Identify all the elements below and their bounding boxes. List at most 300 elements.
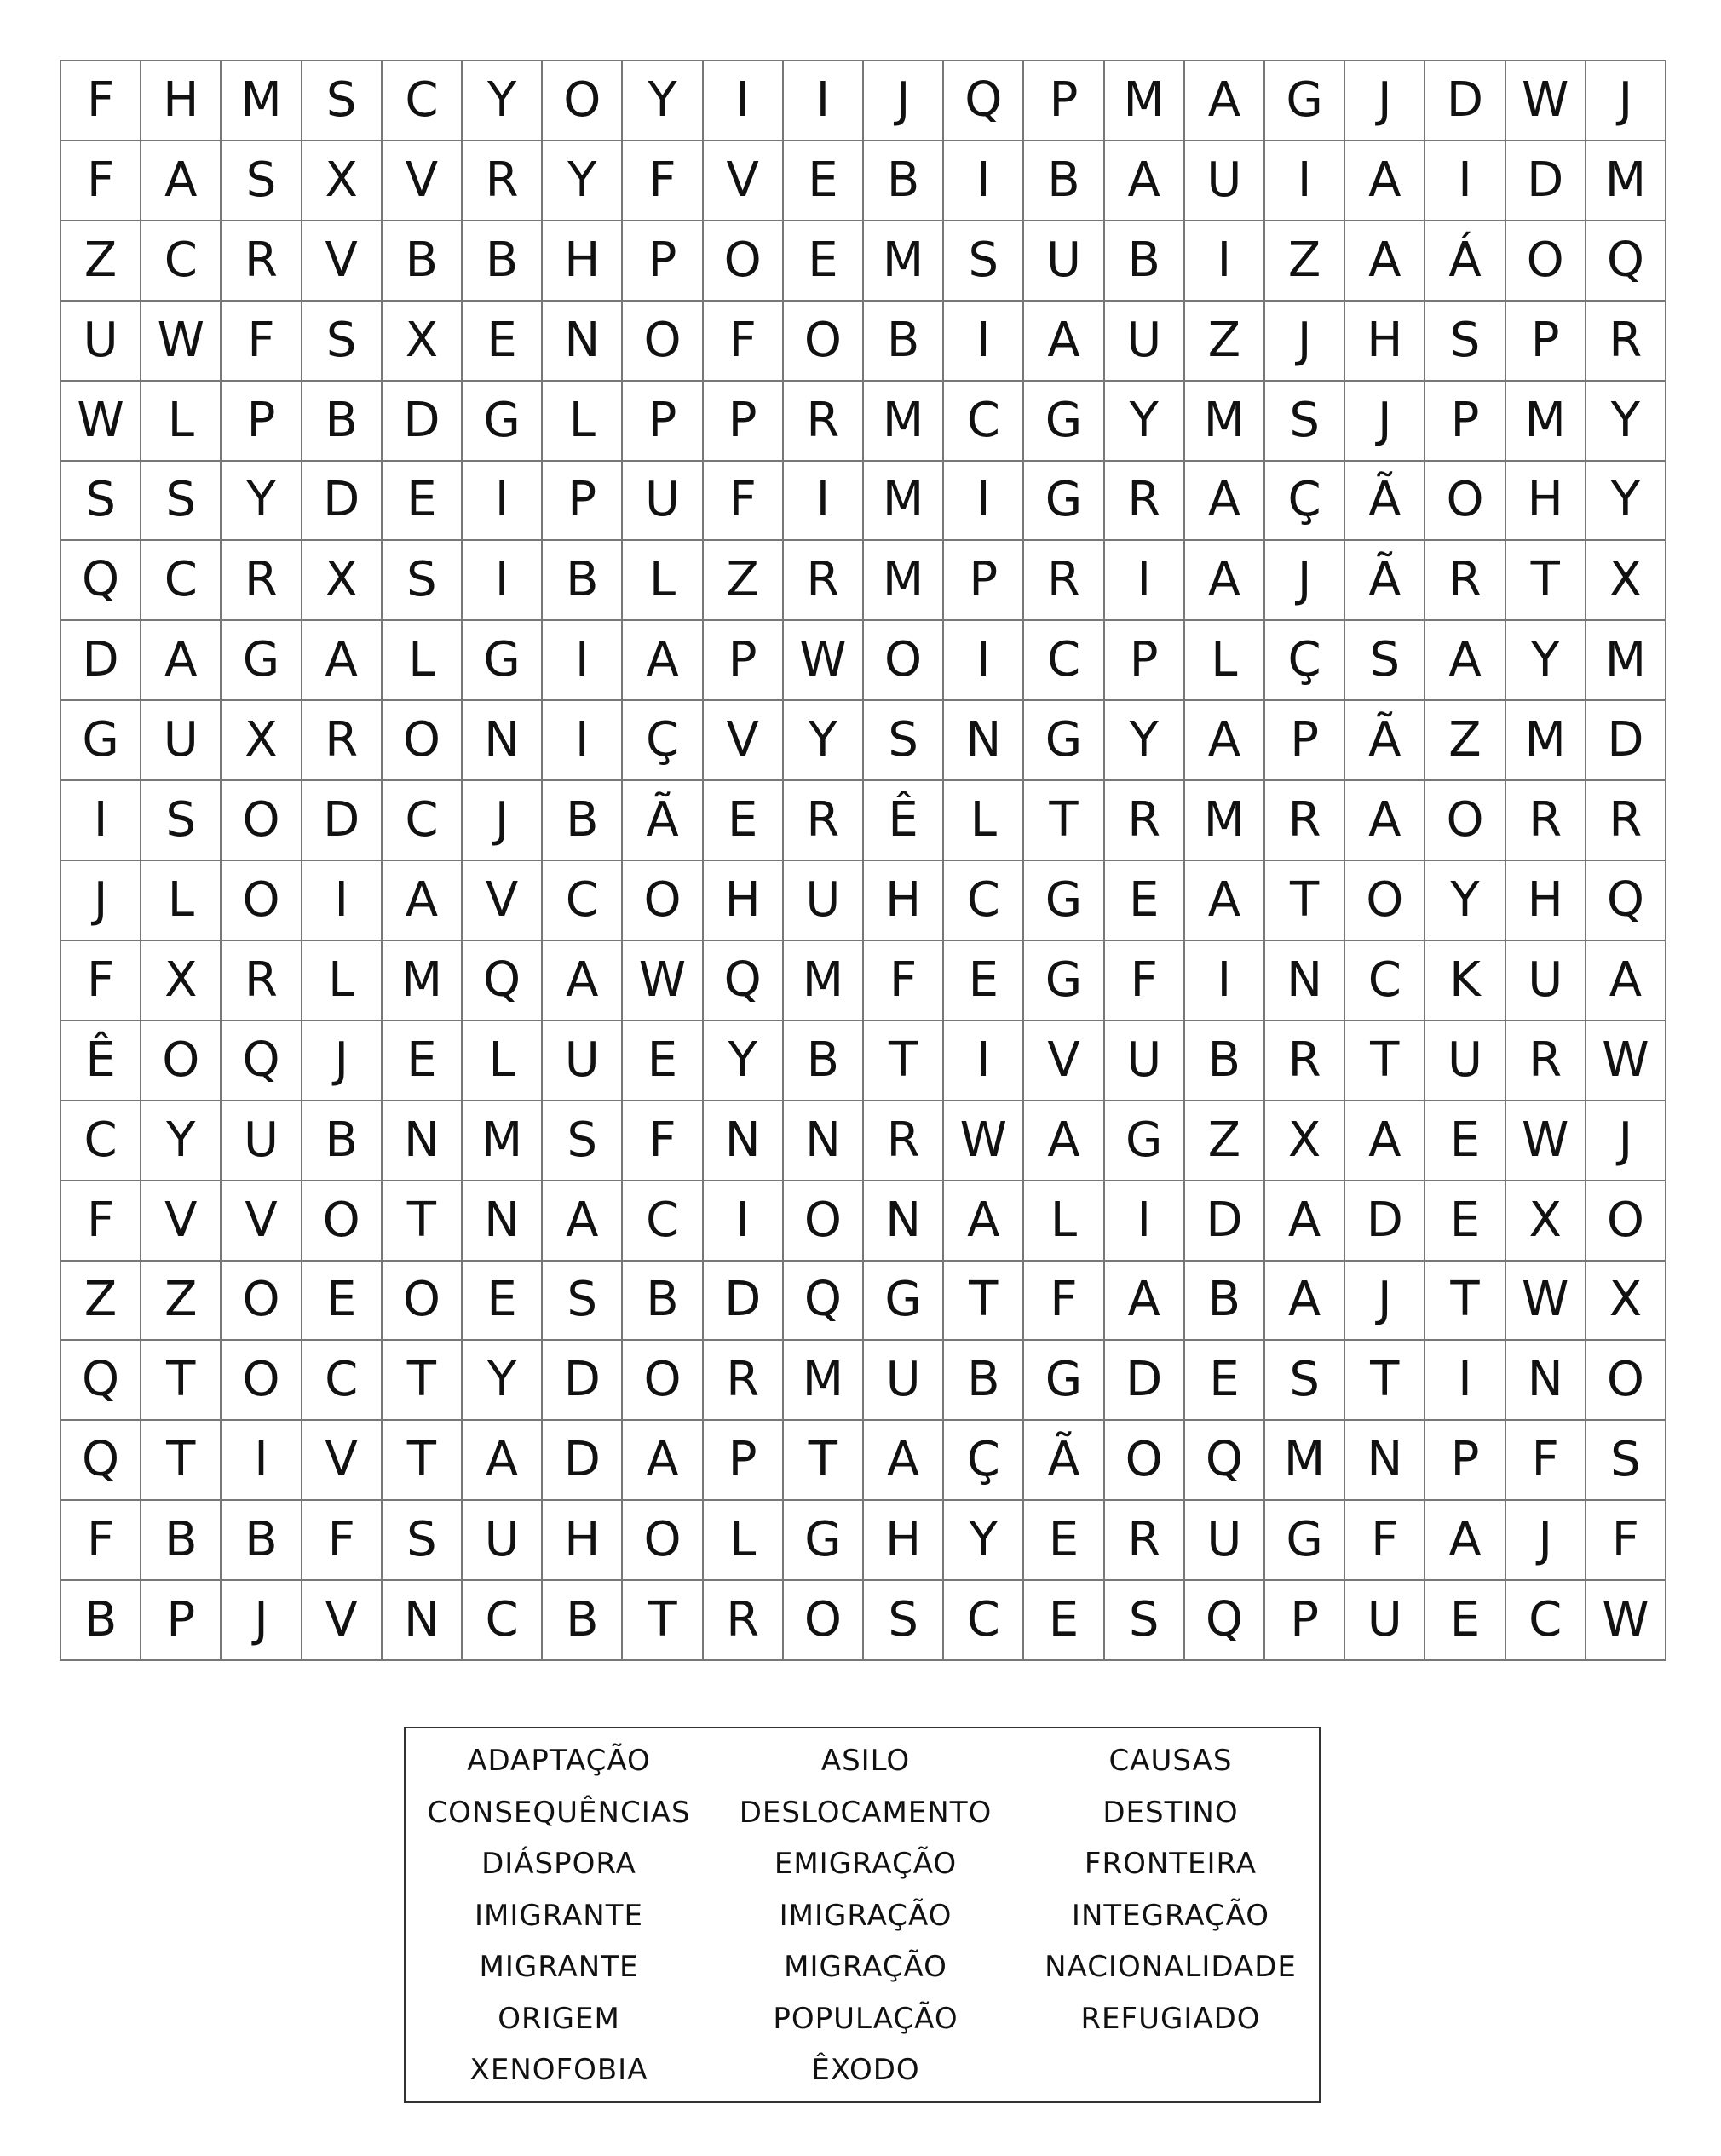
- grid-cell[interactable]: H: [543, 1501, 623, 1581]
- grid-cell[interactable]: J: [463, 781, 543, 861]
- grid-cell[interactable]: Y: [1586, 462, 1666, 542]
- grid-cell[interactable]: L: [623, 541, 703, 621]
- grid-cell[interactable]: J: [1506, 1501, 1586, 1581]
- grid-cell[interactable]: U: [61, 302, 141, 382]
- grid-cell[interactable]: X: [1586, 541, 1666, 621]
- grid-cell[interactable]: C: [623, 1181, 703, 1262]
- grid-cell[interactable]: Q: [704, 941, 784, 1021]
- grid-cell[interactable]: G: [784, 1501, 864, 1581]
- grid-cell[interactable]: R: [704, 1581, 784, 1661]
- grid-cell[interactable]: S: [1586, 1421, 1666, 1501]
- grid-cell[interactable]: A: [1425, 1501, 1505, 1581]
- grid-cell[interactable]: A: [1185, 61, 1265, 141]
- grid-cell[interactable]: X: [222, 701, 302, 781]
- grid-cell[interactable]: A: [1265, 1262, 1345, 1342]
- grid-cell[interactable]: J: [864, 61, 944, 141]
- grid-cell[interactable]: I: [1425, 1341, 1505, 1421]
- grid-cell[interactable]: B: [463, 221, 543, 302]
- grid-cell[interactable]: A: [141, 621, 222, 701]
- grid-cell[interactable]: S: [1265, 382, 1345, 462]
- grid-cell[interactable]: S: [61, 462, 141, 542]
- grid-cell[interactable]: R: [302, 701, 383, 781]
- grid-cell[interactable]: T: [1345, 1341, 1425, 1421]
- grid-cell[interactable]: W: [623, 941, 703, 1021]
- grid-cell[interactable]: A: [623, 1421, 703, 1501]
- grid-cell[interactable]: L: [1024, 1181, 1104, 1262]
- grid-cell[interactable]: V: [141, 1181, 222, 1262]
- grid-cell[interactable]: A: [864, 1421, 944, 1501]
- grid-cell[interactable]: W: [141, 302, 222, 382]
- grid-cell[interactable]: C: [383, 781, 463, 861]
- grid-cell[interactable]: Y: [1586, 382, 1666, 462]
- grid-cell[interactable]: V: [463, 861, 543, 941]
- grid-cell[interactable]: H: [1345, 302, 1425, 382]
- grid-cell[interactable]: O: [784, 1581, 864, 1661]
- grid-cell[interactable]: R: [704, 1341, 784, 1421]
- grid-cell[interactable]: O: [1345, 861, 1425, 941]
- grid-cell[interactable]: P: [944, 541, 1024, 621]
- grid-cell[interactable]: B: [1105, 221, 1185, 302]
- grid-cell[interactable]: W: [1586, 1581, 1666, 1661]
- grid-cell[interactable]: A: [383, 861, 463, 941]
- grid-cell[interactable]: Q: [463, 941, 543, 1021]
- grid-cell[interactable]: O: [704, 221, 784, 302]
- grid-cell[interactable]: M: [1586, 141, 1666, 221]
- grid-cell[interactable]: Y: [704, 1021, 784, 1101]
- grid-cell[interactable]: T: [383, 1181, 463, 1262]
- grid-cell[interactable]: D: [302, 462, 383, 542]
- grid-cell[interactable]: U: [1185, 1501, 1265, 1581]
- grid-cell[interactable]: R: [222, 941, 302, 1021]
- grid-cell[interactable]: F: [1586, 1501, 1666, 1581]
- grid-cell[interactable]: P: [704, 621, 784, 701]
- grid-cell[interactable]: U: [1506, 941, 1586, 1021]
- grid-cell[interactable]: O: [623, 1501, 703, 1581]
- grid-cell[interactable]: J: [1345, 382, 1425, 462]
- grid-cell[interactable]: J: [302, 1021, 383, 1101]
- grid-cell[interactable]: I: [463, 541, 543, 621]
- grid-cell[interactable]: Ã: [623, 781, 703, 861]
- grid-cell[interactable]: P: [1265, 1581, 1345, 1661]
- grid-cell[interactable]: D: [302, 781, 383, 861]
- grid-cell[interactable]: O: [222, 781, 302, 861]
- grid-cell[interactable]: V: [222, 1181, 302, 1262]
- grid-cell[interactable]: R: [784, 541, 864, 621]
- grid-cell[interactable]: I: [704, 61, 784, 141]
- grid-cell[interactable]: Z: [1185, 1101, 1265, 1181]
- grid-cell[interactable]: C: [944, 861, 1024, 941]
- grid-cell[interactable]: N: [383, 1101, 463, 1181]
- grid-cell[interactable]: F: [1024, 1262, 1104, 1342]
- grid-cell[interactable]: Y: [623, 61, 703, 141]
- grid-cell[interactable]: B: [1185, 1262, 1265, 1342]
- grid-cell[interactable]: G: [1024, 941, 1104, 1021]
- grid-cell[interactable]: G: [61, 701, 141, 781]
- grid-cell[interactable]: R: [1105, 781, 1185, 861]
- grid-cell[interactable]: U: [784, 861, 864, 941]
- grid-cell[interactable]: R: [1024, 541, 1104, 621]
- grid-cell[interactable]: B: [784, 1021, 864, 1101]
- grid-cell[interactable]: P: [222, 382, 302, 462]
- grid-cell[interactable]: J: [222, 1581, 302, 1661]
- grid-cell[interactable]: G: [1024, 861, 1104, 941]
- grid-cell[interactable]: Y: [784, 701, 864, 781]
- grid-cell[interactable]: I: [463, 462, 543, 542]
- grid-cell[interactable]: P: [141, 1581, 222, 1661]
- grid-cell[interactable]: Q: [61, 1421, 141, 1501]
- grid-cell[interactable]: F: [1506, 1421, 1586, 1501]
- grid-cell[interactable]: S: [944, 221, 1024, 302]
- grid-cell[interactable]: A: [1345, 781, 1425, 861]
- grid-cell[interactable]: J: [1586, 61, 1666, 141]
- grid-cell[interactable]: S: [1265, 1341, 1345, 1421]
- grid-cell[interactable]: H: [543, 221, 623, 302]
- grid-cell[interactable]: M: [784, 1341, 864, 1421]
- grid-cell[interactable]: X: [1506, 1181, 1586, 1262]
- grid-cell[interactable]: O: [784, 1181, 864, 1262]
- grid-cell[interactable]: U: [141, 701, 222, 781]
- grid-cell[interactable]: G: [1265, 61, 1345, 141]
- grid-cell[interactable]: W: [1506, 1101, 1586, 1181]
- grid-cell[interactable]: A: [1185, 861, 1265, 941]
- grid-cell[interactable]: E: [704, 781, 784, 861]
- grid-cell[interactable]: J: [1265, 541, 1345, 621]
- grid-cell[interactable]: P: [1425, 382, 1505, 462]
- grid-cell[interactable]: S: [864, 1581, 944, 1661]
- grid-cell[interactable]: M: [222, 61, 302, 141]
- grid-cell[interactable]: F: [1345, 1501, 1425, 1581]
- grid-cell[interactable]: M: [1185, 382, 1265, 462]
- grid-cell[interactable]: P: [1105, 621, 1185, 701]
- grid-cell[interactable]: G: [222, 621, 302, 701]
- grid-cell[interactable]: J: [1345, 1262, 1425, 1342]
- grid-cell[interactable]: T: [1265, 861, 1345, 941]
- grid-cell[interactable]: A: [1185, 541, 1265, 621]
- grid-cell[interactable]: D: [1185, 1181, 1265, 1262]
- grid-cell[interactable]: N: [1506, 1341, 1586, 1421]
- grid-cell[interactable]: V: [302, 1581, 383, 1661]
- grid-cell[interactable]: X: [1586, 1262, 1666, 1342]
- grid-cell[interactable]: R: [864, 1101, 944, 1181]
- grid-cell[interactable]: M: [1105, 61, 1185, 141]
- grid-cell[interactable]: C: [463, 1581, 543, 1661]
- grid-cell[interactable]: F: [61, 1181, 141, 1262]
- grid-cell[interactable]: G: [1024, 382, 1104, 462]
- grid-cell[interactable]: E: [383, 1021, 463, 1101]
- grid-cell[interactable]: I: [1105, 541, 1185, 621]
- grid-cell[interactable]: H: [864, 861, 944, 941]
- grid-cell[interactable]: I: [1185, 221, 1265, 302]
- grid-cell[interactable]: T: [383, 1341, 463, 1421]
- grid-cell[interactable]: L: [141, 861, 222, 941]
- grid-cell[interactable]: Ç: [1265, 462, 1345, 542]
- grid-cell[interactable]: U: [1105, 1021, 1185, 1101]
- grid-cell[interactable]: U: [623, 462, 703, 542]
- grid-cell[interactable]: V: [704, 141, 784, 221]
- grid-cell[interactable]: Ê: [61, 1021, 141, 1101]
- grid-cell[interactable]: A: [141, 141, 222, 221]
- grid-cell[interactable]: X: [302, 141, 383, 221]
- grid-cell[interactable]: G: [463, 621, 543, 701]
- grid-cell[interactable]: I: [944, 1021, 1024, 1101]
- grid-cell[interactable]: B: [1024, 141, 1104, 221]
- grid-cell[interactable]: S: [1425, 302, 1505, 382]
- grid-cell[interactable]: A: [944, 1181, 1024, 1262]
- grid-cell[interactable]: C: [141, 541, 222, 621]
- grid-cell[interactable]: L: [463, 1021, 543, 1101]
- grid-cell[interactable]: R: [222, 221, 302, 302]
- grid-cell[interactable]: U: [543, 1021, 623, 1101]
- grid-cell[interactable]: R: [784, 382, 864, 462]
- grid-cell[interactable]: S: [222, 141, 302, 221]
- grid-cell[interactable]: B: [141, 1501, 222, 1581]
- grid-cell[interactable]: R: [1265, 781, 1345, 861]
- grid-cell[interactable]: G: [864, 1262, 944, 1342]
- grid-cell[interactable]: F: [704, 302, 784, 382]
- grid-cell[interactable]: E: [463, 302, 543, 382]
- grid-cell[interactable]: Y: [944, 1501, 1024, 1581]
- grid-cell[interactable]: J: [1586, 1101, 1666, 1181]
- grid-cell[interactable]: O: [623, 302, 703, 382]
- grid-cell[interactable]: E: [784, 141, 864, 221]
- grid-cell[interactable]: U: [1345, 1581, 1425, 1661]
- grid-cell[interactable]: R: [1506, 1021, 1586, 1101]
- grid-cell[interactable]: P: [543, 462, 623, 542]
- grid-cell[interactable]: O: [222, 861, 302, 941]
- grid-cell[interactable]: F: [61, 141, 141, 221]
- grid-cell[interactable]: F: [623, 1101, 703, 1181]
- grid-cell[interactable]: B: [543, 541, 623, 621]
- grid-cell[interactable]: F: [623, 141, 703, 221]
- grid-cell[interactable]: Á: [1425, 221, 1505, 302]
- grid-cell[interactable]: M: [383, 941, 463, 1021]
- grid-cell[interactable]: Ç: [1265, 621, 1345, 701]
- grid-cell[interactable]: Ç: [623, 701, 703, 781]
- grid-cell[interactable]: I: [543, 621, 623, 701]
- grid-cell[interactable]: D: [1586, 701, 1666, 781]
- grid-cell[interactable]: V: [302, 1421, 383, 1501]
- grid-cell[interactable]: A: [463, 1421, 543, 1501]
- grid-cell[interactable]: C: [383, 61, 463, 141]
- grid-cell[interactable]: I: [944, 462, 1024, 542]
- grid-cell[interactable]: L: [543, 382, 623, 462]
- grid-cell[interactable]: O: [1105, 1421, 1185, 1501]
- grid-cell[interactable]: M: [1185, 781, 1265, 861]
- grid-cell[interactable]: A: [1345, 141, 1425, 221]
- grid-cell[interactable]: C: [944, 1581, 1024, 1661]
- grid-cell[interactable]: A: [1185, 701, 1265, 781]
- grid-cell[interactable]: C: [61, 1101, 141, 1181]
- grid-cell[interactable]: F: [704, 462, 784, 542]
- grid-cell[interactable]: O: [784, 302, 864, 382]
- grid-cell[interactable]: Q: [784, 1262, 864, 1342]
- grid-cell[interactable]: O: [1586, 1341, 1666, 1421]
- grid-cell[interactable]: I: [704, 1181, 784, 1262]
- grid-cell[interactable]: G: [1024, 1341, 1104, 1421]
- grid-cell[interactable]: Y: [1425, 861, 1505, 941]
- grid-cell[interactable]: Ã: [1345, 701, 1425, 781]
- grid-cell[interactable]: P: [623, 221, 703, 302]
- grid-cell[interactable]: P: [704, 382, 784, 462]
- grid-cell[interactable]: O: [141, 1021, 222, 1101]
- grid-cell[interactable]: O: [222, 1341, 302, 1421]
- grid-cell[interactable]: X: [1265, 1101, 1345, 1181]
- grid-cell[interactable]: O: [864, 621, 944, 701]
- grid-cell[interactable]: H: [864, 1501, 944, 1581]
- grid-cell[interactable]: Z: [61, 1262, 141, 1342]
- grid-cell[interactable]: G: [1265, 1501, 1345, 1581]
- grid-cell[interactable]: C: [1024, 621, 1104, 701]
- grid-cell[interactable]: P: [1265, 701, 1345, 781]
- grid-cell[interactable]: F: [61, 1501, 141, 1581]
- grid-cell[interactable]: N: [463, 1181, 543, 1262]
- grid-cell[interactable]: A: [1586, 941, 1666, 1021]
- grid-cell[interactable]: N: [944, 701, 1024, 781]
- grid-cell[interactable]: H: [1506, 861, 1586, 941]
- grid-cell[interactable]: A: [543, 1181, 623, 1262]
- grid-cell[interactable]: V: [302, 221, 383, 302]
- grid-cell[interactable]: O: [383, 701, 463, 781]
- grid-cell[interactable]: Q: [222, 1021, 302, 1101]
- grid-cell[interactable]: W: [1506, 61, 1586, 141]
- grid-cell[interactable]: P: [1024, 61, 1104, 141]
- grid-cell[interactable]: J: [1345, 61, 1425, 141]
- grid-cell[interactable]: N: [864, 1181, 944, 1262]
- grid-cell[interactable]: M: [864, 221, 944, 302]
- grid-cell[interactable]: O: [222, 1262, 302, 1342]
- grid-cell[interactable]: B: [61, 1581, 141, 1661]
- grid-cell[interactable]: O: [623, 861, 703, 941]
- grid-cell[interactable]: Q: [61, 1341, 141, 1421]
- grid-cell[interactable]: P: [623, 382, 703, 462]
- grid-cell[interactable]: A: [1024, 302, 1104, 382]
- grid-cell[interactable]: H: [141, 61, 222, 141]
- grid-cell[interactable]: U: [1185, 141, 1265, 221]
- grid-cell[interactable]: S: [1345, 621, 1425, 701]
- grid-cell[interactable]: D: [543, 1341, 623, 1421]
- grid-cell[interactable]: Q: [61, 541, 141, 621]
- grid-cell[interactable]: A: [623, 621, 703, 701]
- grid-cell[interactable]: L: [1185, 621, 1265, 701]
- grid-cell[interactable]: W: [1506, 1262, 1586, 1342]
- grid-cell[interactable]: R: [1586, 781, 1666, 861]
- grid-cell[interactable]: Y: [1506, 621, 1586, 701]
- grid-cell[interactable]: D: [704, 1262, 784, 1342]
- grid-cell[interactable]: F: [61, 941, 141, 1021]
- grid-cell[interactable]: R: [1105, 1501, 1185, 1581]
- grid-cell[interactable]: S: [543, 1101, 623, 1181]
- grid-cell[interactable]: R: [1105, 462, 1185, 542]
- grid-cell[interactable]: A: [543, 941, 623, 1021]
- grid-cell[interactable]: F: [1105, 941, 1185, 1021]
- grid-cell[interactable]: M: [864, 541, 944, 621]
- grid-cell[interactable]: E: [623, 1021, 703, 1101]
- grid-cell[interactable]: T: [944, 1262, 1024, 1342]
- grid-cell[interactable]: F: [61, 61, 141, 141]
- grid-cell[interactable]: Y: [1105, 701, 1185, 781]
- grid-cell[interactable]: N: [383, 1581, 463, 1661]
- grid-cell[interactable]: D: [1425, 61, 1505, 141]
- grid-cell[interactable]: Z: [704, 541, 784, 621]
- grid-cell[interactable]: F: [302, 1501, 383, 1581]
- grid-cell[interactable]: I: [302, 861, 383, 941]
- grid-cell[interactable]: I: [1185, 941, 1265, 1021]
- grid-cell[interactable]: Z: [141, 1262, 222, 1342]
- grid-cell[interactable]: E: [944, 941, 1024, 1021]
- grid-cell[interactable]: I: [543, 701, 623, 781]
- grid-cell[interactable]: V: [1024, 1021, 1104, 1101]
- grid-cell[interactable]: I: [944, 621, 1024, 701]
- grid-cell[interactable]: N: [784, 1101, 864, 1181]
- grid-cell[interactable]: P: [1425, 1421, 1505, 1501]
- grid-cell[interactable]: L: [944, 781, 1024, 861]
- grid-cell[interactable]: F: [222, 302, 302, 382]
- grid-cell[interactable]: R: [222, 541, 302, 621]
- grid-cell[interactable]: B: [944, 1341, 1024, 1421]
- grid-cell[interactable]: M: [463, 1101, 543, 1181]
- grid-cell[interactable]: U: [222, 1101, 302, 1181]
- grid-cell[interactable]: Y: [463, 1341, 543, 1421]
- grid-cell[interactable]: E: [1024, 1581, 1104, 1661]
- grid-cell[interactable]: Z: [1185, 302, 1265, 382]
- grid-cell[interactable]: A: [1345, 221, 1425, 302]
- grid-cell[interactable]: B: [864, 302, 944, 382]
- grid-cell[interactable]: I: [61, 781, 141, 861]
- grid-cell[interactable]: S: [543, 1262, 623, 1342]
- grid-cell[interactable]: R: [463, 141, 543, 221]
- grid-cell[interactable]: P: [1506, 302, 1586, 382]
- grid-cell[interactable]: B: [383, 221, 463, 302]
- grid-cell[interactable]: E: [1024, 1501, 1104, 1581]
- grid-cell[interactable]: I: [1265, 141, 1345, 221]
- grid-cell[interactable]: O: [1425, 781, 1505, 861]
- grid-cell[interactable]: O: [623, 1341, 703, 1421]
- grid-cell[interactable]: B: [543, 1581, 623, 1661]
- grid-cell[interactable]: Y: [1105, 382, 1185, 462]
- grid-cell[interactable]: J: [61, 861, 141, 941]
- grid-cell[interactable]: H: [704, 861, 784, 941]
- grid-cell[interactable]: B: [302, 382, 383, 462]
- grid-cell[interactable]: T: [383, 1421, 463, 1501]
- grid-cell[interactable]: S: [141, 462, 222, 542]
- grid-cell[interactable]: E: [463, 1262, 543, 1342]
- grid-cell[interactable]: E: [1185, 1341, 1265, 1421]
- grid-cell[interactable]: Z: [61, 221, 141, 302]
- grid-cell[interactable]: N: [543, 302, 623, 382]
- grid-cell[interactable]: Ê: [864, 781, 944, 861]
- grid-cell[interactable]: S: [383, 541, 463, 621]
- grid-cell[interactable]: I: [944, 141, 1024, 221]
- grid-cell[interactable]: M: [1506, 382, 1586, 462]
- grid-cell[interactable]: A: [1024, 1101, 1104, 1181]
- grid-cell[interactable]: E: [1105, 861, 1185, 941]
- grid-cell[interactable]: T: [1345, 1021, 1425, 1101]
- grid-cell[interactable]: Q: [1586, 861, 1666, 941]
- grid-cell[interactable]: E: [383, 462, 463, 542]
- grid-cell[interactable]: L: [302, 941, 383, 1021]
- grid-cell[interactable]: M: [1506, 701, 1586, 781]
- grid-cell[interactable]: S: [383, 1501, 463, 1581]
- grid-cell[interactable]: S: [864, 701, 944, 781]
- grid-cell[interactable]: W: [1586, 1021, 1666, 1101]
- grid-cell[interactable]: H: [1506, 462, 1586, 542]
- grid-cell[interactable]: W: [944, 1101, 1024, 1181]
- grid-cell[interactable]: Q: [1185, 1581, 1265, 1661]
- grid-cell[interactable]: G: [1105, 1101, 1185, 1181]
- grid-cell[interactable]: R: [1506, 781, 1586, 861]
- grid-cell[interactable]: O: [1586, 1181, 1666, 1262]
- grid-cell[interactable]: B: [1185, 1021, 1265, 1101]
